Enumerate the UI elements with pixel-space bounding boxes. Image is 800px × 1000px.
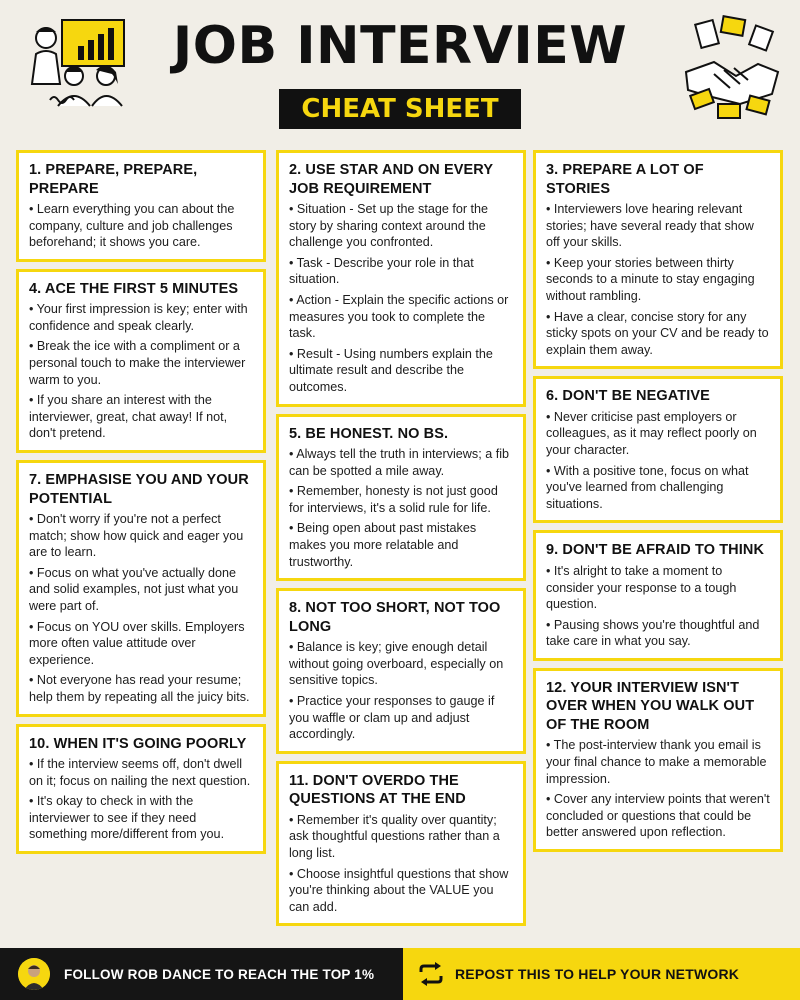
tip-item: • Choose insightful questions that show you're thinking about the VALUE you can add. [289, 866, 509, 914]
tip-card [16, 724, 266, 854]
footer-bar [0, 948, 800, 1000]
tip-title: 6. DON'T BE NEGATIVE [546, 388, 710, 405]
tip-title: 10. WHEN IT'S GOING POORLY [29, 735, 247, 752]
tip-item: • Break the ice with a compliment or a personal touch to make the interviewer warm to you. [29, 339, 246, 387]
tip-item: • Remember it's quality over quantity; ask thoughtful questions rather than a long list. [289, 812, 500, 860]
tip-item: • Learn everything you can about the company, culture and job challenges beforehand; it shows you care. [29, 202, 235, 250]
column-3 [533, 150, 783, 859]
tip-title: 5. BE HONEST. NO BS. [289, 425, 449, 442]
tip-item: • Pausing shows you're thoughtful and take care in what you say. [546, 617, 760, 649]
tip-title: 3. PREPARE A LOT OF STORIES [546, 162, 704, 197]
tip-card [16, 269, 266, 453]
tip-item: • It's alright to take a moment to consider your response to a tough question. [546, 563, 737, 612]
tip-item: • Being open about past mistakes makes you more relatable and trustworthy. [289, 521, 477, 569]
tip-item: • Situation - Set up the stage for the story by sharing context around the challenge you confronted. [289, 202, 489, 250]
tip-item: • Focus on YOU over skills. Employers more often value attitude over experience. [29, 619, 245, 667]
follow-text: FOLLOW ROB DANCE TO REACH THE TOP 1% [64, 966, 375, 982]
tip-title: 12. YOUR INTERVIEW ISN'T OVER WHEN YOU WALK OUT OF THE ROOM [546, 679, 755, 733]
tip-item: • The post-interview thank you email is your final chance to make a memorable impression. [546, 738, 767, 786]
tip-item: • Have a clear, concise story for any sticky spots on your CV and be ready to explain them away. [546, 309, 769, 357]
tip-card [16, 150, 266, 262]
tip-item: • Focus on what you've actually done and solid examples, not just what you were part of. [29, 565, 239, 613]
column-1 [16, 150, 266, 861]
follow-banner[interactable] [0, 948, 403, 1000]
tip-card [276, 761, 526, 927]
tip-item: • Result - Using numbers explain the ultimate result and describe the outcomes. [289, 346, 493, 394]
tip-item: • Cover any interview points that weren't concluded or questions that could be better answered upon reflection. [546, 792, 770, 840]
tip-item: • If the interview seems off, don't dwell on it; focus on nailing the next question. [29, 757, 251, 788]
tip-item: • With a positive tone, focus on what you've learned from challenging situations. [546, 463, 749, 511]
tip-item: • Balance is key; give enough detail without going overboard, especially on sensitive topics. [289, 640, 504, 688]
tip-item: • Task - Describe your role in that situation. [289, 255, 474, 287]
tip-item: • It's okay to check in with the interviewer to see if they need something more/different from you. [29, 794, 225, 842]
person-avatar-icon [18, 958, 50, 990]
tip-item: • Practice your responses to gauge if you waffle or clam up and adjust accordingly. [289, 693, 495, 742]
tip-item: • Always tell the truth in interviews; a fib can be spotted a mile away. [289, 447, 509, 478]
tip-card [16, 460, 266, 717]
tip-title: 4. ACE THE FIRST 5 MINUTES [29, 280, 239, 297]
tip-card [276, 414, 526, 582]
tip-card [276, 150, 526, 407]
tip-item: • Keep your stories between thirty seconds to a minute to stay engaging without rambling. [546, 255, 755, 303]
tip-item: • If you share an interest with the interviewer, great, chat away! If not, don't pretend. [29, 393, 228, 441]
tip-card [533, 376, 783, 523]
tip-card [533, 530, 783, 660]
tip-card [533, 668, 783, 852]
tip-title: 2. USE STAR AND ON EVERY JOB REQUIREMENT [289, 162, 493, 197]
column-2 [276, 150, 526, 933]
page-subtitle: CHEAT SHEET [279, 89, 521, 129]
repost-icon [417, 962, 445, 986]
tip-title: 1. PREPARE, PREPARE, PREPARE [29, 162, 198, 197]
avatar [18, 958, 50, 990]
page-title: JOB INTERVIEW [172, 16, 628, 76]
repost-banner[interactable] [403, 948, 800, 1000]
tip-title: 8. NOT TOO SHORT, NOT TOO LONG [289, 600, 501, 635]
repost-text: REPOST THIS TO HELP YOUR NETWORK [455, 966, 740, 982]
tip-item: • Never criticise past employers or colleagues, as it may reflect poorly on your character. [546, 409, 757, 458]
tip-title: 11. DON'T OVERDO THE QUESTIONS AT THE END [289, 772, 466, 808]
tip-card [533, 150, 783, 369]
tip-item: • Remember, honesty is not just good for interviews, it's a solid rule for life. [289, 484, 498, 515]
tip-card [276, 588, 526, 754]
tip-item: • Your first impression is key; enter with confidence and speak clearly. [29, 302, 248, 333]
tip-item: • Not everyone has read your resume; help them by repeating all the juicy bits. [29, 673, 250, 704]
tip-title: 7. EMPHASISE YOU AND YOUR POTENTIAL [29, 472, 249, 507]
tip-item: • Action - Explain the specific actions or measures you took to complete the task. [289, 292, 509, 341]
tip-title: 9. DON'T BE AFRAID TO THINK [546, 542, 765, 559]
tip-item: • Don't worry if you're not a perfect match; show how quick and eager you are to learn. [29, 512, 244, 560]
tip-item: • Interviewers love hearing relevant stories; have several ready that show off your skills. [546, 202, 754, 250]
